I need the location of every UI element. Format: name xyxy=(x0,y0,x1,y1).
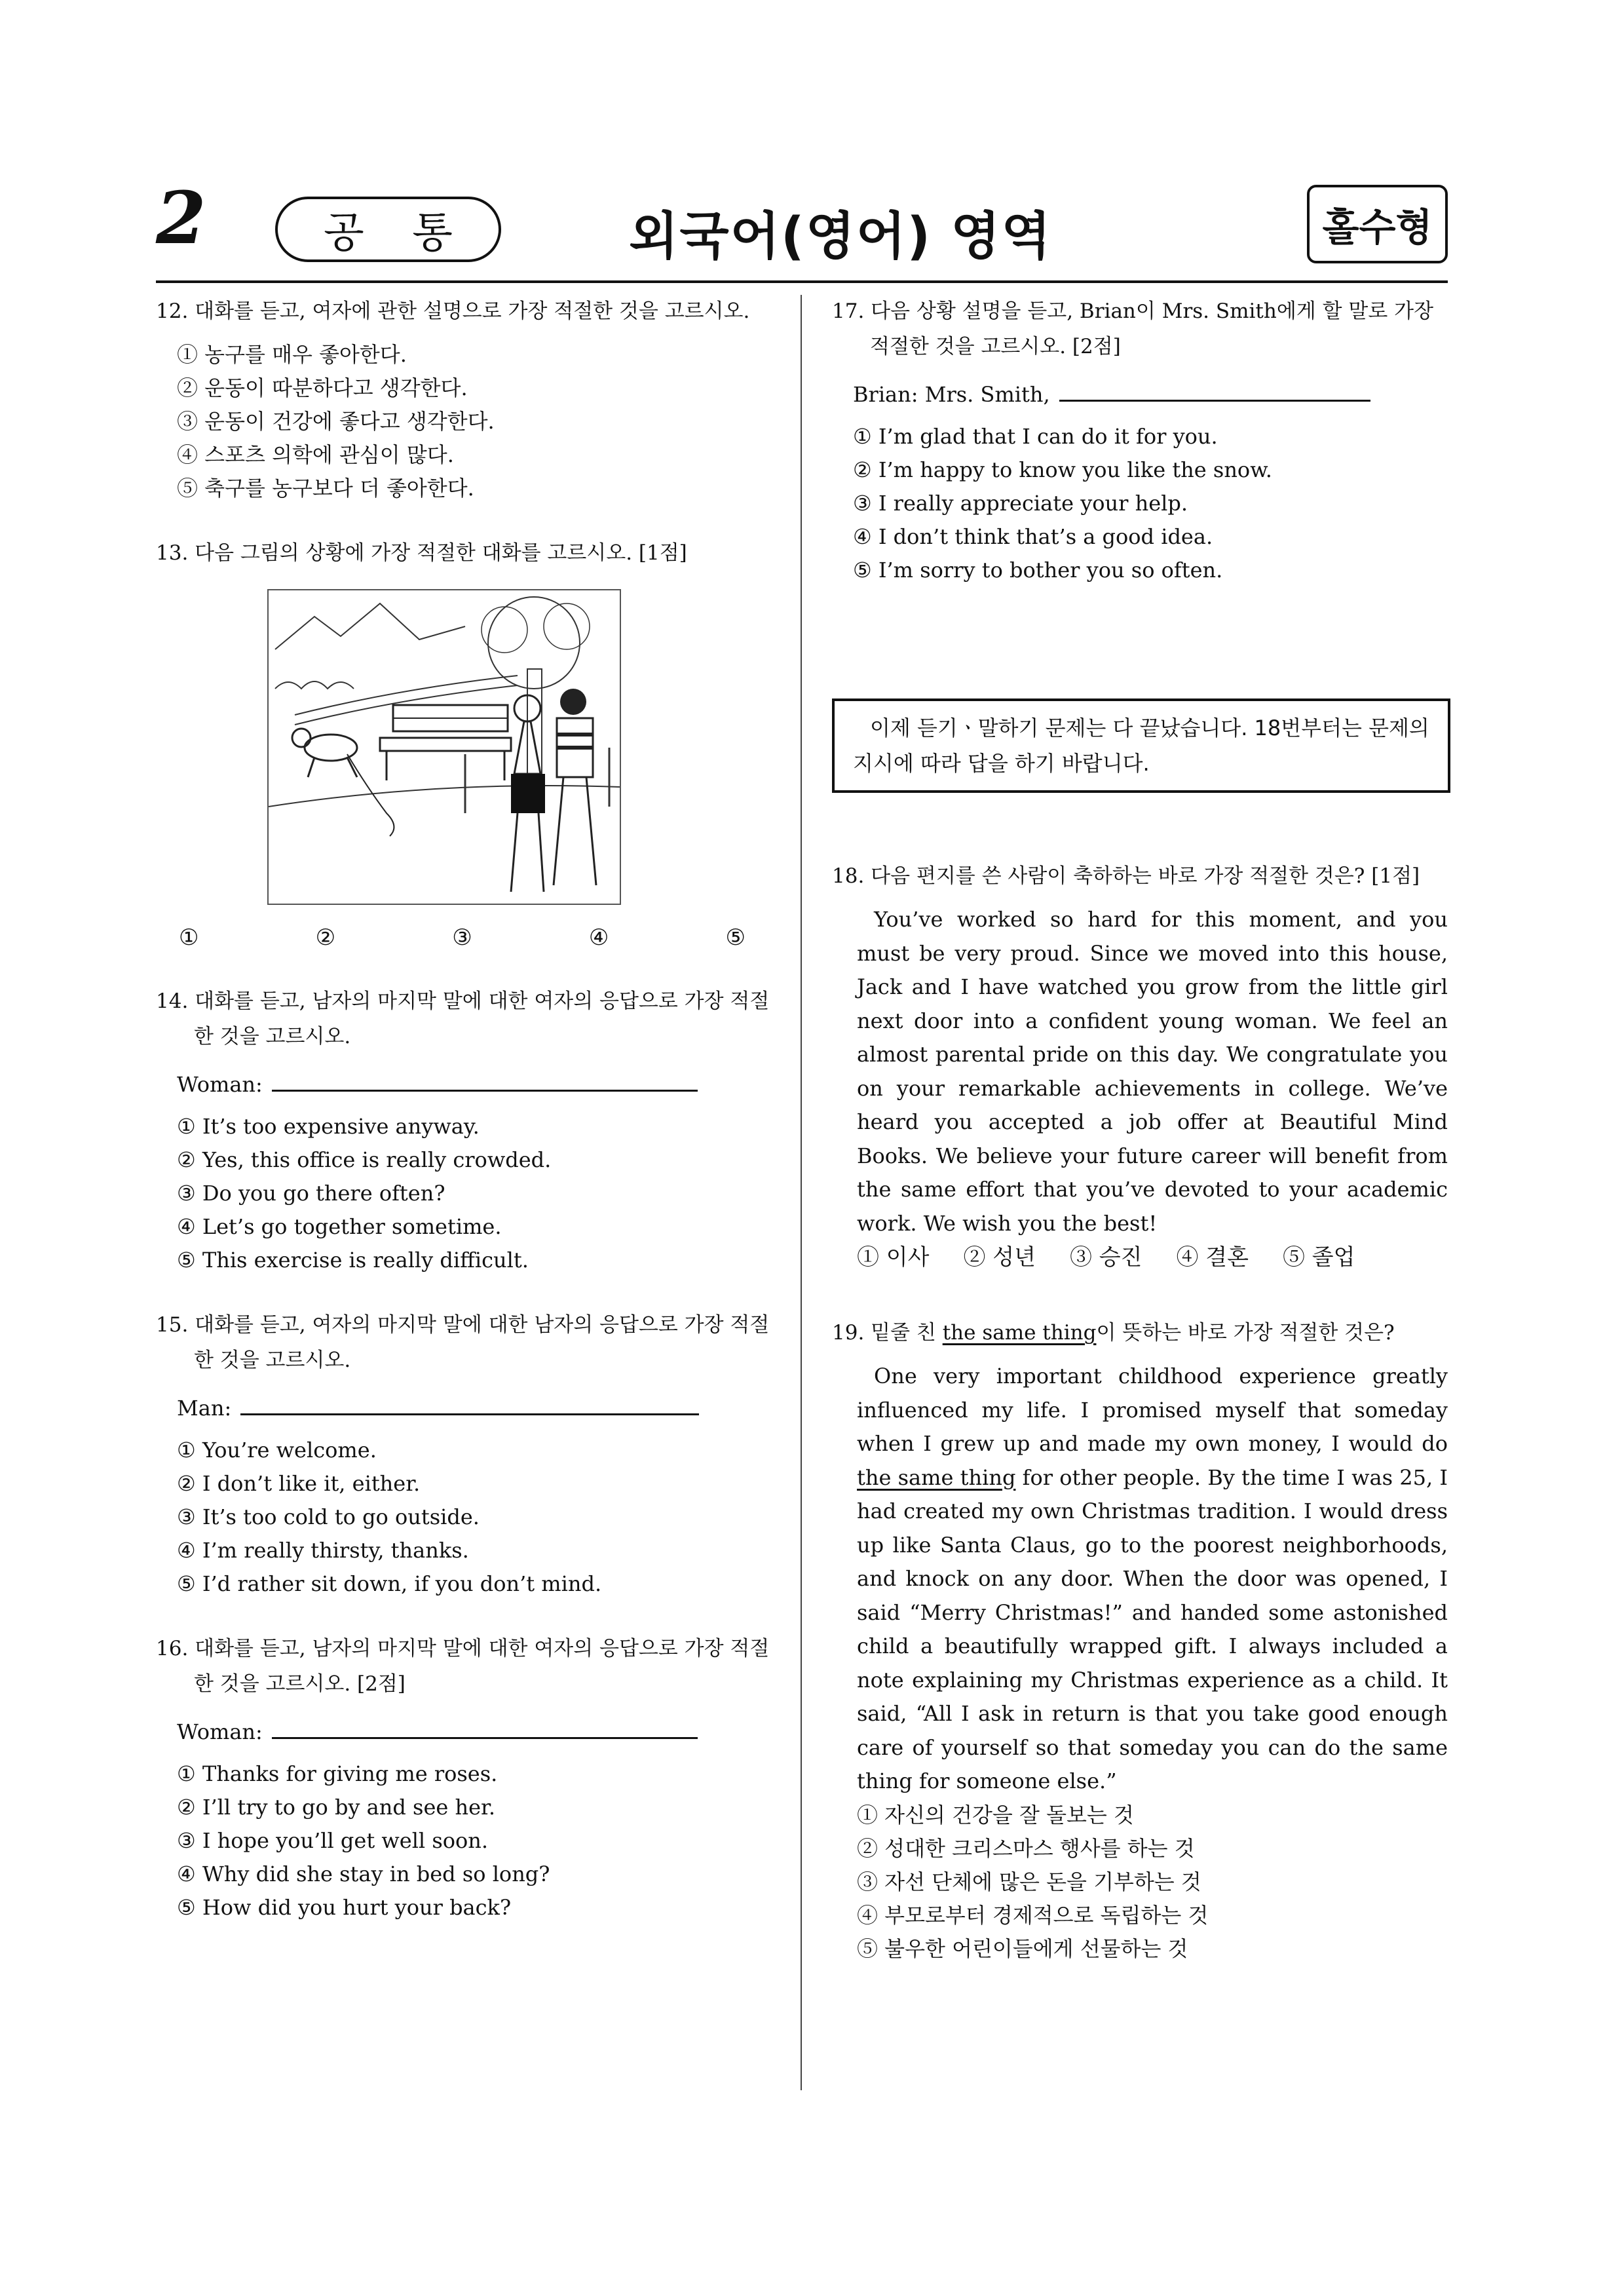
option: ① It’s too expensive anyway. xyxy=(177,1114,480,1139)
option: ② I don’t like it, either. xyxy=(177,1471,421,1496)
question-17-response-line xyxy=(832,377,1448,411)
option: ③ 운동이 건강에 좋다고 생각한다. xyxy=(177,409,495,434)
question-18 xyxy=(832,858,1448,1274)
section-title: 외국어(영어) 영역 xyxy=(629,207,1052,266)
question-14-options xyxy=(156,1110,772,1277)
option: ④ I’m really thirsty, thanks. xyxy=(177,1538,469,1563)
question-17-options xyxy=(832,420,1448,587)
question-19 xyxy=(832,1315,1448,1966)
left-column xyxy=(156,294,772,1924)
question-16 xyxy=(156,1631,772,1924)
question-14-prompt: 14. 대화를 듣고, 남자의 마지막 말에 대한 여자의 응답으로 가장 적절한 것을 고르시오. xyxy=(156,989,770,1048)
option: ② I’ll try to go by and see her. xyxy=(177,1795,495,1820)
choice-label: ⑤ xyxy=(725,925,746,951)
question-17-prompt: 17. 다음 상황 설명을 듣고, Brian이 Mrs. Smith에게 할 말로 가장 적절한 것을 고르시오. [2점] xyxy=(832,299,1434,358)
choice-label: ① xyxy=(179,925,199,951)
option: ⑤ This exercise is really difficult. xyxy=(177,1248,529,1272)
option: ② Yes, this office is really crowded. xyxy=(177,1147,552,1172)
answer-blank xyxy=(1059,377,1370,402)
prompt-text: 19. 밑줄 친 xyxy=(832,1321,943,1345)
option: ③ 자선 단체에 많은 돈을 기부하는 것 xyxy=(857,1869,1201,1894)
option: ⑤ 축구를 농구보다 더 좋아한다. xyxy=(177,476,474,501)
answer-blank xyxy=(240,1391,699,1415)
park-scene-illustration xyxy=(267,589,621,905)
option: ③ Do you go there often? xyxy=(177,1181,445,1206)
header-rule xyxy=(156,280,1448,283)
option: ④ 스포츠 의학에 관심이 많다. xyxy=(177,442,454,467)
option: ④ 부모로부터 경제적으로 독립하는 것 xyxy=(857,1902,1209,1928)
question-12-options xyxy=(156,338,772,505)
form-type-box: 홀수형 xyxy=(1307,185,1448,263)
option: ② 성년 xyxy=(963,1244,1036,1271)
option: ④ 결혼 xyxy=(1176,1244,1249,1271)
speaker-label: Brian: Mrs. Smith, xyxy=(853,382,1050,407)
listening-end-notice: 이제 듣기ㆍ말하기 문제는 다 끝났습니다. 18번부터는 문제의 지시에 따라 답을 하기 바랍니다. xyxy=(832,698,1450,793)
option: ⑤ 졸업 xyxy=(1283,1244,1355,1271)
option: ⑤ I’d rather sit down, if you don’t mind. xyxy=(177,1571,602,1596)
question-14-response-line xyxy=(156,1067,772,1101)
question-19-prompt xyxy=(832,1315,1448,1350)
question-19-passage xyxy=(832,1360,1448,1799)
question-18-prompt: 18. 다음 편지를 쓴 사람이 축하하는 바로 가장 적절한 것은? [1점] xyxy=(832,864,1420,888)
question-18-passage: You’ve worked so hard for this moment, and you must be very proud. Since we moved into this house, Jack and I have watched you grow from the little girl next door into a confident young woman. We feel an almost parental pride on this day. We congratulate you on your remarkable achievements in college. We’ve heard you accepted a job offer at Beautiful Mind Books. We believe your future career will benefit from the same effort that you’ve devoted to your academic work. We wish you the best! xyxy=(857,907,1448,1236)
common-badge-char-2: 통 xyxy=(412,209,453,258)
right-column xyxy=(832,294,1448,1966)
page-number: 2 xyxy=(156,176,206,260)
passage-text: for other people. By the time I was 25, I had created my own Christmas tradition. I would dress up like Santa Claus, go to the poorest neighborhoods, and knock on any door. When the door was opened, I said “Merry Christmas!” and handed some astonished child a beautifully wrapped gift. I always included a note explaining my Christmas experience as a child. It said, “All I ask in return is that you take good enough care of yourself so that someday you can do the same thing for someone else.” xyxy=(857,1464,1448,1793)
question-16-options xyxy=(156,1757,772,1924)
option: ③ I hope you’ll get well soon. xyxy=(177,1828,489,1853)
speaker-label: Woman: xyxy=(177,1719,263,1744)
option: ③ It’s too cold to go outside. xyxy=(177,1504,480,1529)
column-divider xyxy=(801,295,802,2090)
option: ④ Let’s go together sometime. xyxy=(177,1214,502,1239)
question-13-choices xyxy=(156,925,772,951)
park-scene-drawing xyxy=(269,590,620,904)
speaker-label: Man: xyxy=(177,1396,232,1421)
underlined-phrase: the same thing xyxy=(857,1464,1016,1490)
option: ① 자신의 건강을 잘 돌보는 것 xyxy=(857,1802,1134,1827)
question-13-prompt: 13. 다음 그림의 상황에 가장 적절한 대화를 고르시오. [1점] xyxy=(156,541,687,565)
question-15-response-line xyxy=(156,1391,772,1425)
common-badge xyxy=(275,197,501,262)
option: ① You’re welcome. xyxy=(177,1438,377,1463)
option: ① 농구를 매우 좋아한다. xyxy=(177,342,407,367)
question-12-prompt: 12. 대화를 듣고, 여자에 관한 설명으로 가장 적절한 것을 고르시오. xyxy=(156,299,750,323)
choice-label: ② xyxy=(315,925,336,951)
question-13 xyxy=(156,535,772,951)
option: ② 운동이 따분하다고 생각한다. xyxy=(177,375,468,400)
question-14 xyxy=(156,984,772,1277)
question-16-response-line xyxy=(156,1715,772,1748)
answer-blank xyxy=(272,1715,698,1739)
option: ① Thanks for giving me roses. xyxy=(177,1761,498,1786)
question-15-options xyxy=(156,1434,772,1601)
passage-text: One very important childhood experience greatly influenced my life. I promised myself that someday when I grew up and made my own money, I would do xyxy=(857,1364,1448,1456)
option: ③ 승진 xyxy=(1070,1244,1142,1271)
speaker-label: Woman: xyxy=(177,1072,263,1097)
option: ⑤ I’m sorry to bother you so often. xyxy=(853,558,1223,583)
option: ① 이사 xyxy=(857,1244,930,1271)
question-17 xyxy=(832,294,1448,587)
option: ④ I don’t think that’s a good idea. xyxy=(853,524,1213,549)
underlined-phrase: the same thing xyxy=(942,1321,1097,1345)
option: ⑤ How did you hurt your back? xyxy=(177,1895,512,1920)
option: ① I’m glad that I can do it for you. xyxy=(853,424,1218,449)
answer-blank xyxy=(272,1067,698,1092)
question-19-options xyxy=(832,1799,1448,1966)
page-header xyxy=(0,0,1624,288)
prompt-text: 이 뜻하는 바로 가장 적절한 것은? xyxy=(1096,1321,1395,1345)
choice-label: ④ xyxy=(588,925,609,951)
choice-label: ③ xyxy=(452,925,472,951)
option: ⑤ 불우한 어린이들에게 선물하는 것 xyxy=(857,1936,1188,1961)
option: ③ I really appreciate your help. xyxy=(853,491,1188,516)
option: ② 성대한 크리스마스 행사를 하는 것 xyxy=(857,1835,1195,1861)
question-15 xyxy=(156,1307,772,1601)
option: ② I’m happy to know you like the snow. xyxy=(853,457,1272,482)
question-12 xyxy=(156,294,772,505)
question-16-prompt: 16. 대화를 듣고, 남자의 마지막 말에 대한 여자의 응답으로 가장 적절한 것을 고르시오. [2점] xyxy=(156,1637,770,1696)
question-18-options xyxy=(832,1240,1448,1274)
question-15-prompt: 15. 대화를 듣고, 여자의 마지막 말에 대한 남자의 응답으로 가장 적절한 것을 고르시오. xyxy=(156,1313,770,1372)
common-badge-char-1: 공 xyxy=(324,209,364,258)
option: ④ Why did she stay in bed so long? xyxy=(177,1862,550,1886)
